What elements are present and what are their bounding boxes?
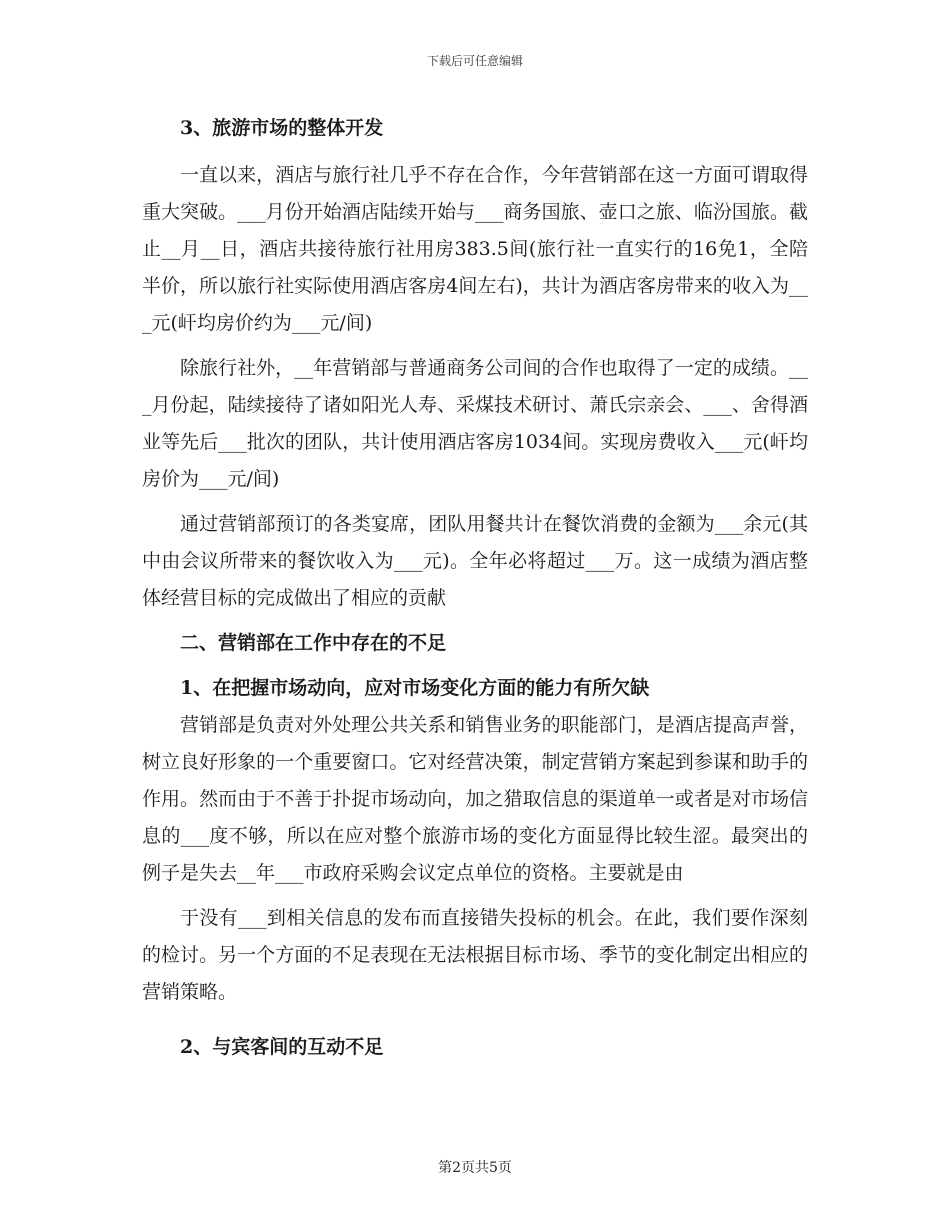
paragraph-travel-agency-cooperation: 一直以来，酒店与旅行社几乎不存在合作，今年营销部在这一方面可谓取得重大突破。___月份开始酒店陆续开始与___商务国旅、壶口之旅、临汾国旅。截止__月__日，酒店共接待旅行社用房383.5间(旅行社一直实行的16免1，全陪半价，所以旅行社实际使用酒店客房4间左右)，共计为酒店客房带来的收入为___元(屽均房价约为___元/间)	[142, 164, 808, 334]
paragraph-missed-bid: 于没有___到相关信息的发布而直接错失投标的机会。在此，我们要作深刻的检讨。另一个方面的不足表现在无法根据目标市场、季节的变化制定出相应的营销策略。	[142, 907, 808, 1003]
page-header: 下载后可任意编辑	[426, 54, 523, 68]
section-heading-shortcomings: 二、营销部在工作中存在的不足	[180, 632, 447, 654]
paragraph-business-company-cooperation: 除旅行社外，__年营销部与普通商务公司间的合作也取得了一定的成绩。___月份起，陆续接待了诸如阳光人寿、采煤技术研讨、萧氏宗亲会、___、舍得酒业等先后___批次的团队，共计使用酒店客房1034间。实现房费收入___元(屽均房价为___元/间)	[142, 357, 808, 490]
paragraph-banquet-revenue: 通过营销部预订的各类宴席，团队用餐共计在餐饮消费的金额为___余元(其中由会议所带来的餐饮收入为___元)。全年必将超过___万。这一成绩为酒店整体经营目标的完成做出了相应的贡献	[142, 513, 808, 609]
section-heading-tourism-market: 3、旅游市场的整体开发	[180, 117, 384, 139]
paragraph-marketing-department-role: 营销部是负责对外处理公共关系和销售业务的职能部门，是酒店提高声誉，树立良好形象的一个重要窗口。它对经营决策，制定营销方案起到参谋和助手的作用。然而由于不善于扑捉市场动向，加之猎取信息的渠道单一或者是对市场信息的___度不够，所以在应对整个旅游市场的变化方面显得比较生涩。最突出的例子是失去__年___市政府采购会议定点单位的资格。主要就是由	[142, 714, 808, 884]
section-heading-guest-interaction: 2、与宾客间的互动不足	[180, 1036, 384, 1058]
page-number-footer: 第2页共5页	[438, 1160, 512, 1176]
document-body	[142, 110, 808, 1066]
section-heading-market-response: 1、在把握市场动向，应对市场变化方面的能力有所欠缺	[180, 677, 650, 699]
